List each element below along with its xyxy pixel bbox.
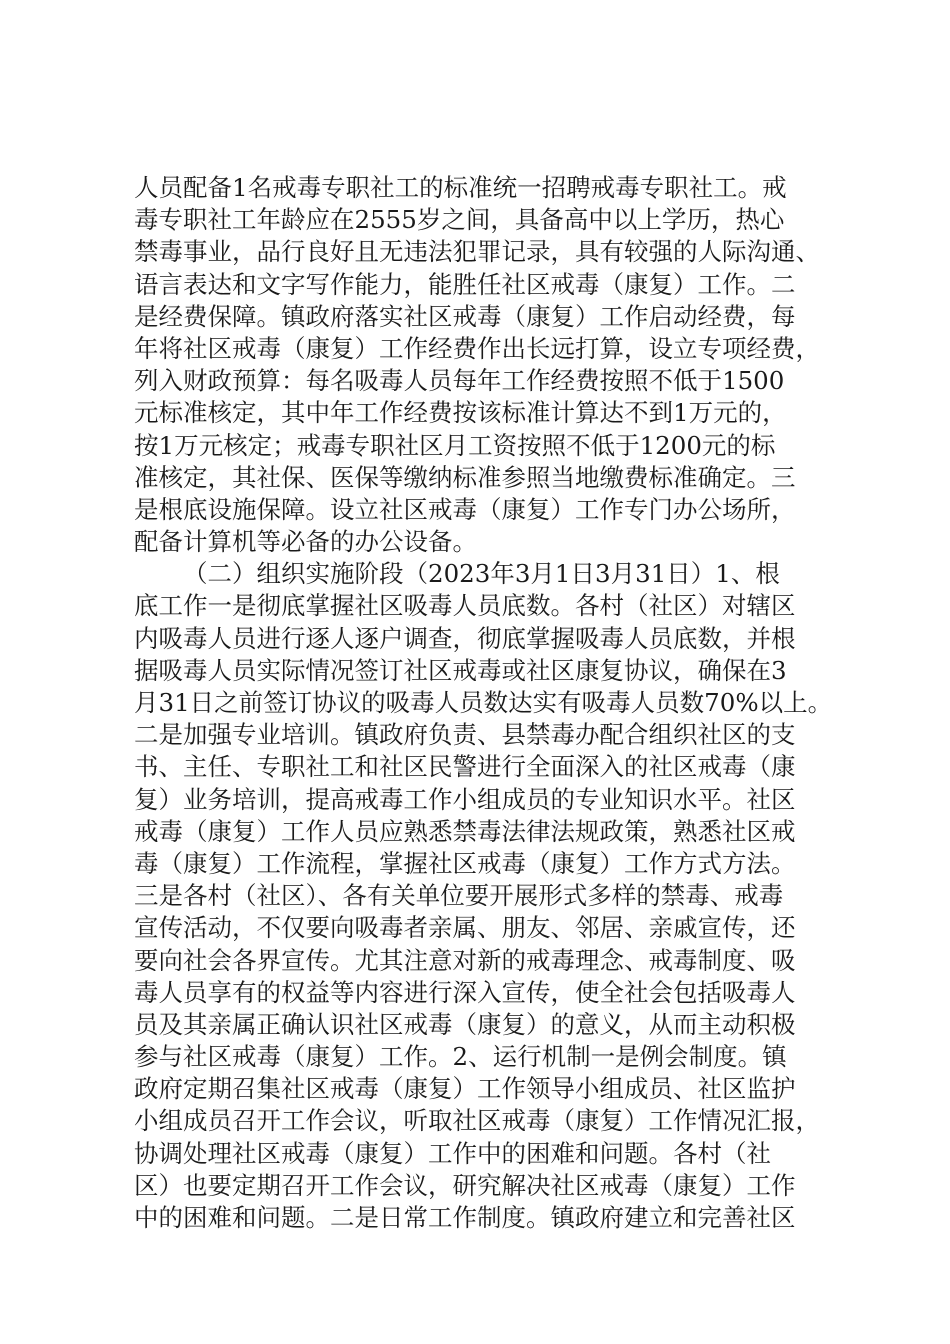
text-line-8: 元标准核定，其中年工作经费按该标准计算达不到1万元的，: [134, 398, 787, 428]
text-line-7: 列入财政预算：每名吸毒人员每年工作经费按照不低于1500: [134, 366, 785, 396]
text-line-33: 中的困难和问题。二是日常工作制度。镇政府建立和完善社区: [134, 1203, 796, 1232]
text-line-31: 协调处理社区戒毒（康复）工作中的困难和问题。各村（社: [134, 1138, 771, 1168]
text-line-18: 二是加强专业培训。镇政府负责、县禁毒办配合组织社区的支: [134, 720, 796, 750]
text-line-22: 毒（康复）工作流程，掌握社区戒毒（康复）工作方式方法。: [134, 848, 796, 878]
text-line-13: （二）组织实施阶段（2023年3月1日3月31日）1、根: [183, 559, 780, 589]
text-line-10: 准核定，其社保、医保等缴纳标准参照当地缴费标准确定。三: [134, 462, 796, 492]
text-line-6: 年将社区戒毒（康复）工作经费作出长远打算，设立专项经费，: [134, 333, 820, 363]
text-line-30: 小组成员召开工作会议，听取社区戒毒（康复）工作情况汇报，: [134, 1106, 820, 1136]
text-line-25: 要向社会各界宣传。尤其注意对新的戒毒理念、戒毒制度、吸: [134, 945, 796, 975]
text-line-24: 宣传活动，不仅要向吸毒者亲属、朋友、邻居、亲戚宣传，还: [134, 913, 796, 943]
text-line-16: 据吸毒人员实际情况签订社区戒毒或社区康复协议，确保在3: [134, 655, 787, 685]
text-line-1: 人员配备1名戒毒专职社工的标准统一招聘戒毒专职社工。戒: [134, 173, 787, 202]
text-line-27: 员及其亲属正确认识社区戒毒（康复）的意义，从而主动积极: [134, 1009, 796, 1039]
text-line-4: 语言表达和文字写作能力，能胜任社区戒毒（康复）工作。二: [134, 269, 796, 299]
text-line-28: 参与社区戒毒（康复）工作。2、运行机制一是例会制度。镇: [134, 1042, 787, 1072]
text-line-32: 区）也要定期召开工作会议，研究解决社区戒毒（康复）工作: [134, 1170, 796, 1200]
text-line-19: 书、主任、专职社工和社区民警进行全面深入的社区戒毒（康: [134, 752, 796, 782]
text-line-23: 三是各村（社区）、各有关单位要开展形式多样的禁毒、戒毒: [134, 881, 784, 911]
text-line-5: 是经费保障。镇政府落实社区戒毒（康复）工作启动经费，每: [134, 301, 796, 331]
text-line-3: 禁毒事业，品行良好且无违法犯罪记录，具有较强的人际沟通、: [134, 237, 820, 267]
text-line-12: 配备计算机等必备的办公设备。: [134, 527, 477, 557]
text-line-20: 复）业务培训，提高戒毒工作小组成员的专业知识水平。社区: [134, 784, 796, 814]
text-line-15: 内吸毒人员进行逐人逐户调查，彻底掌握吸毒人员底数，并根: [134, 623, 796, 653]
text-line-2: 毒专职社工年龄应在2555岁之间，具备高中以上学历，热心: [134, 205, 785, 235]
body-text: [134, 172, 844, 1234]
text-line-9: 按1万元核定；戒毒专职社区月工资按照不低于1200元的标: [134, 430, 776, 460]
text-line-14: 底工作一是彻底掌握社区吸毒人员底数。各村（社区）对辖区: [134, 591, 796, 621]
text-line-11: 是根底设施保障。设立社区戒毒（康复）工作专门办公场所，: [134, 494, 796, 524]
text-line-17: 月31日之前签订协议的吸毒人员数达实有吸毒人员数70%以上。: [134, 688, 833, 717]
text-line-29: 政府定期召集社区戒毒（康复）工作领导小组成员、社区监护: [134, 1074, 796, 1104]
text-line-26: 毒人员享有的权益等内容进行深入宣传，使全社会包括吸毒人: [134, 977, 796, 1007]
text-line-21: 戒毒（康复）工作人员应熟悉禁毒法律法规政策，熟悉社区戒: [134, 816, 796, 846]
